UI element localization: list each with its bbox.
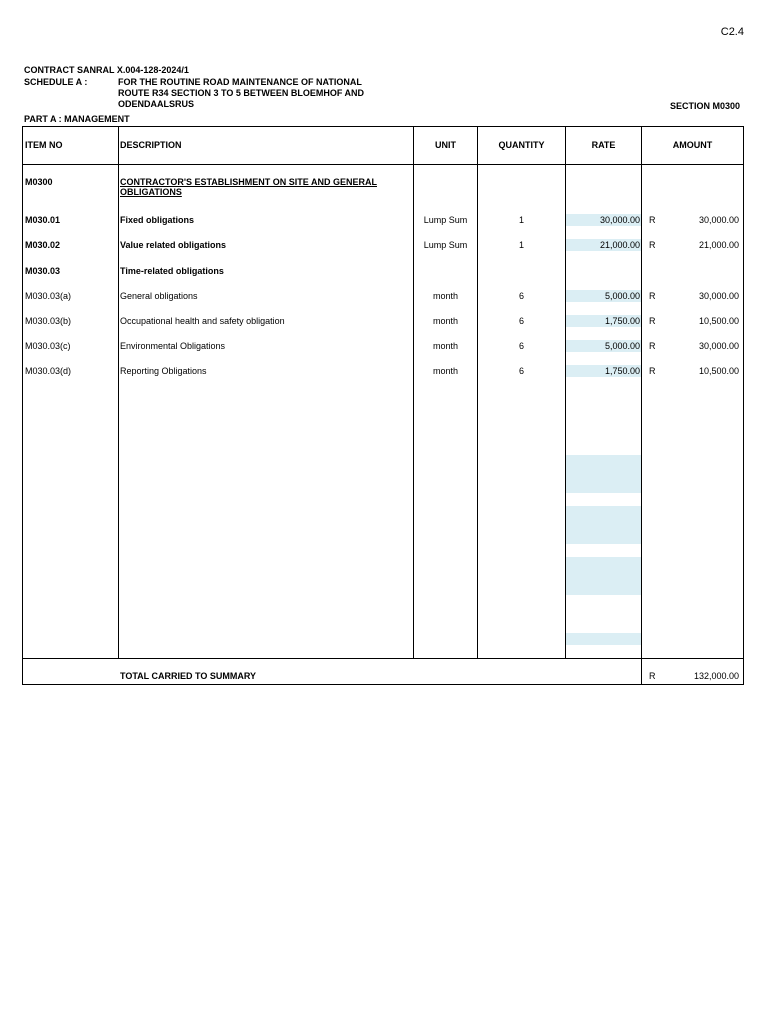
part-label: PART A : MANAGEMENT	[24, 114, 130, 124]
item-unit: month	[432, 366, 458, 376]
item-quantity: 1	[518, 240, 524, 250]
item-rate: 5,000.00	[604, 341, 640, 351]
item-amount: 10,500.00	[698, 366, 739, 376]
item-unit: Lump Sum	[423, 240, 468, 250]
item-rate: 1,750.00	[604, 366, 640, 376]
total-rule	[23, 658, 743, 659]
schedule-line-1: FOR THE ROUTINE ROAD MAINTENANCE OF NATIONAL	[118, 77, 362, 87]
col-header-unit: UNIT	[435, 140, 456, 150]
item-description: Time-related obligations	[120, 266, 224, 276]
item-description: General obligations	[120, 291, 198, 301]
schedule-table	[22, 126, 744, 685]
total-label: TOTAL CARRIED TO SUMMARY	[120, 671, 257, 681]
item-rate: 30,000.00	[599, 215, 640, 225]
rate-highlight-empty	[566, 455, 641, 493]
contract-number: CONTRACT SANRAL X.004-128-2024/1	[24, 65, 189, 75]
section-label: SECTION M0300	[669, 101, 740, 111]
rate-highlight-empty	[566, 557, 641, 595]
item-quantity: 6	[518, 291, 524, 301]
col-divider	[477, 127, 478, 658]
item-amount: 21,000.00	[698, 240, 739, 250]
schedule-label: SCHEDULE A :	[24, 77, 88, 87]
currency-symbol: R	[649, 291, 656, 301]
item-description: Occupational health and safety obligation	[120, 316, 285, 326]
item-no: M030.02	[25, 240, 61, 250]
item-rate: 5,000.00	[604, 291, 640, 301]
item-description: Fixed obligations	[120, 215, 195, 225]
item-no: M030.03(d)	[25, 366, 72, 376]
schedule-line-2: ROUTE R34 SECTION 3 TO 5 BETWEEN BLOEMHOF AND	[118, 88, 365, 98]
col-header-rate: RATE	[591, 140, 616, 150]
item-no: M030.01	[25, 215, 61, 225]
item-quantity: 6	[518, 341, 524, 351]
page-reference: C2.4	[720, 26, 744, 38]
col-header-amount: AMOUNT	[672, 140, 713, 150]
header-rule	[23, 164, 743, 165]
col-divider	[413, 127, 414, 658]
item-no: M030.03	[25, 266, 61, 276]
item-amount: 30,000.00	[698, 291, 739, 301]
item-amount: 30,000.00	[698, 215, 739, 225]
item-rate: 21,000.00	[599, 240, 640, 250]
total-amount: 132,000.00	[693, 671, 739, 681]
schedule-description	[118, 77, 418, 110]
col-header-description: DESCRIPTION	[120, 140, 182, 150]
item-rate: 1,750.00	[604, 316, 640, 326]
section-description-2: OBLIGATIONS	[120, 187, 182, 197]
section-item-no: M0300	[25, 177, 53, 187]
item-quantity: 1	[518, 215, 524, 225]
currency-symbol: R	[649, 240, 656, 250]
item-description: Value related obligations	[120, 240, 227, 250]
currency-symbol: R	[649, 215, 656, 225]
item-unit: month	[432, 291, 458, 301]
col-divider	[118, 127, 119, 658]
item-amount: 30,000.00	[698, 341, 739, 351]
item-unit: month	[432, 316, 458, 326]
item-amount: 10,500.00	[698, 316, 739, 326]
rate-highlight-empty	[566, 633, 641, 645]
currency-symbol: R	[649, 316, 656, 326]
item-quantity: 6	[518, 316, 524, 326]
item-unit: month	[432, 341, 458, 351]
currency-symbol: R	[649, 366, 656, 376]
item-no: M030.03(a)	[25, 291, 72, 301]
total-currency: R	[649, 671, 656, 681]
col-header-quantity: QUANTITY	[498, 140, 545, 150]
item-no: M030.03(c)	[25, 341, 71, 351]
rate-highlight-empty	[566, 506, 641, 544]
col-divider	[641, 127, 642, 684]
item-quantity: 6	[518, 366, 524, 376]
item-description: Reporting Obligations	[120, 366, 207, 376]
item-no: M030.03(b)	[25, 316, 72, 326]
item-unit: Lump Sum	[423, 215, 468, 225]
schedule-line-3: ODENDAALSRUS	[118, 99, 195, 109]
col-header-item: ITEM NO	[25, 140, 63, 150]
section-description-1: CONTRACTOR'S ESTABLISHMENT ON SITE AND GENERAL	[120, 177, 377, 187]
item-description: Environmental Obligations	[120, 341, 226, 351]
currency-symbol: R	[649, 341, 656, 351]
